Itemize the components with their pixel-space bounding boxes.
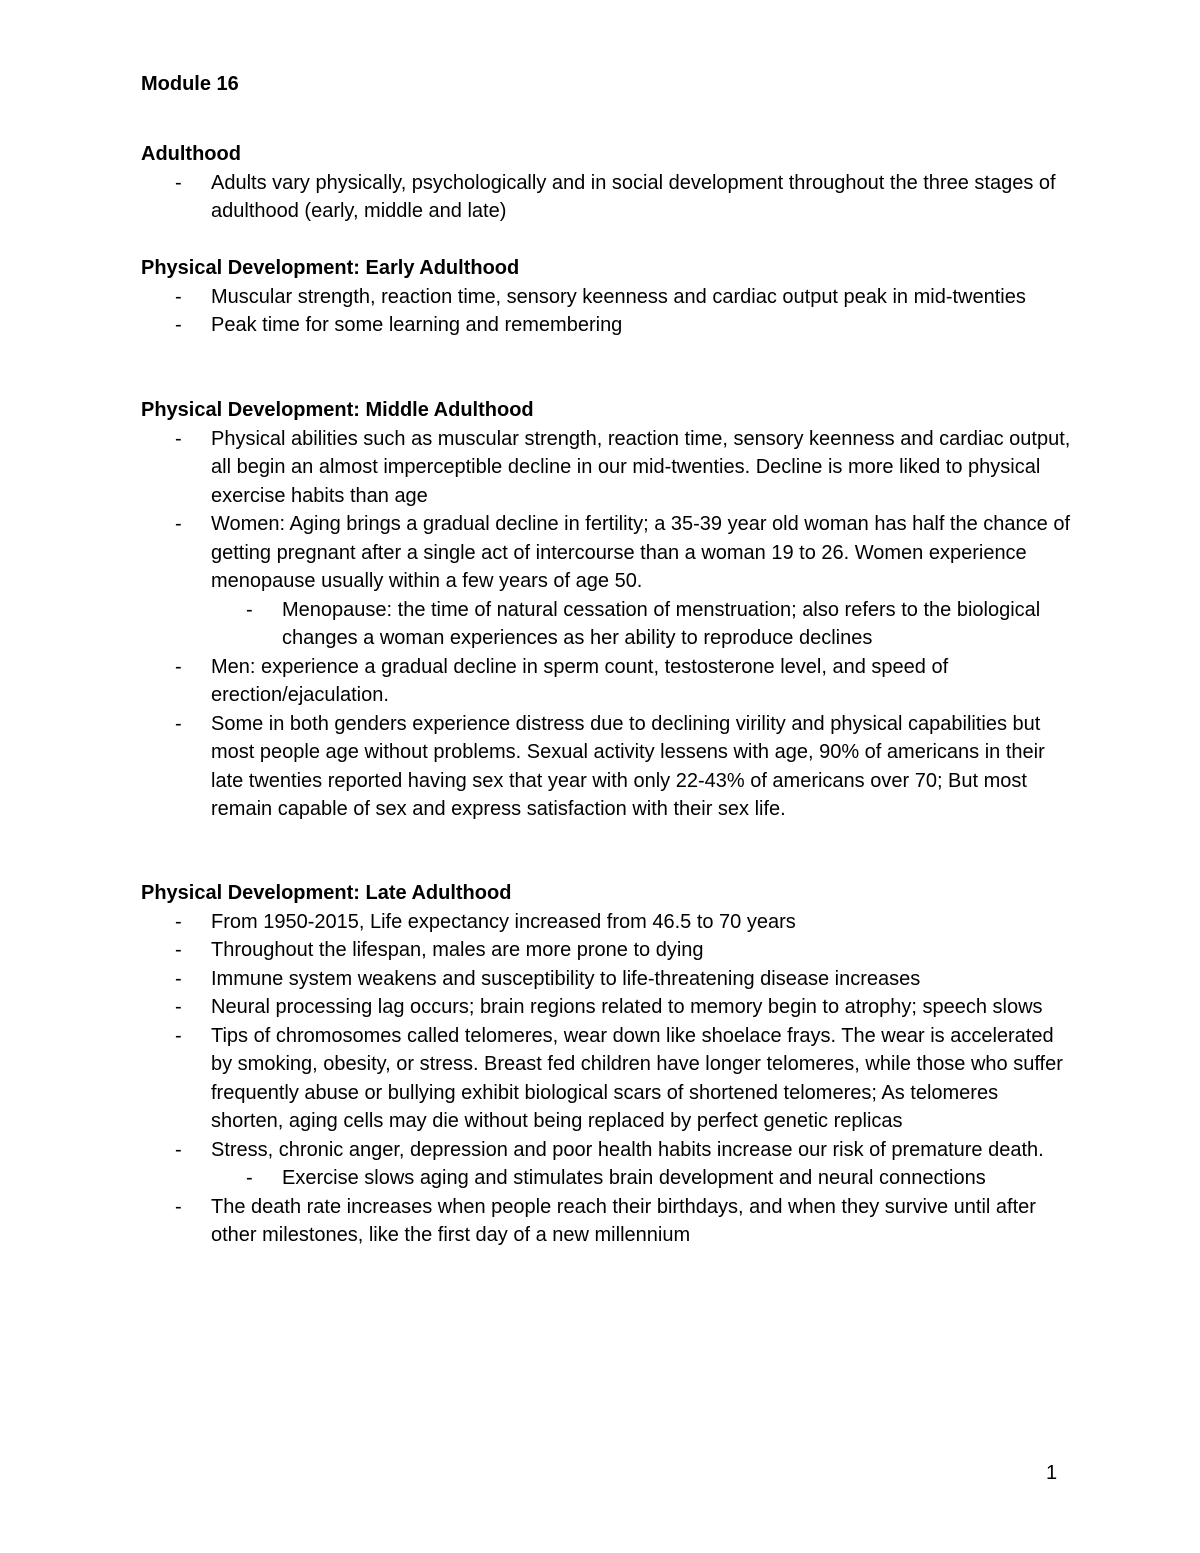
list-item-text: Muscular strength, reaction time, sensory keenness and cardiac output peak in mid-twenties xyxy=(211,285,1026,308)
section-adulthood xyxy=(141,140,1071,226)
list-item xyxy=(141,908,1071,937)
list-item-text: Peak time for some learning and remembering xyxy=(211,314,623,336)
bullet-list xyxy=(141,283,1071,340)
list-item-text: Women: Aging brings a gradual decline in fertility; a 35-39 year old woman has half the chance of getting pregnant after a single act of intercourse than a woman 19 to 26. Women experience menopause usually within a few years of age 50. xyxy=(211,513,1071,592)
list-item xyxy=(141,965,1071,994)
list-item-text: Menopause: the time of natural cessation of menstruation; also refers to the biological changes a woman experiences as her ability to reproduce declines xyxy=(282,598,1041,649)
list-item xyxy=(141,510,1071,596)
bullet-dash: - xyxy=(175,712,182,735)
list-item xyxy=(141,653,1071,710)
list-item-text: From 1950-2015, Life expectancy increased from 46.5 to 70 years xyxy=(211,910,796,933)
section-heading: Adulthood xyxy=(141,143,241,165)
list-item-text: Adults vary physically, psychologically and in social development throughout the three stages of adulthood (early, middle and late) xyxy=(211,171,1056,222)
sub-list-item xyxy=(141,596,1071,653)
section-middle-adulthood xyxy=(141,396,1071,824)
bullet-list xyxy=(141,908,1071,1250)
list-item-text: Some in both genders experience distress due to declining virility and physical capabilities but most people age without problems. Sexual activity lessens with age, 90% of americans in their late twenties reported having sex that year with only 22-43% of americans over 70; But most remain capable of sex and express satisfaction with their sex life. xyxy=(211,712,1045,820)
list-item xyxy=(141,425,1071,511)
list-item xyxy=(141,1022,1071,1136)
list-item xyxy=(141,936,1071,965)
bullet-dash: - xyxy=(175,910,182,933)
list-item xyxy=(141,710,1071,824)
section-heading: Physical Development: Late Adulthood xyxy=(141,882,512,904)
list-item xyxy=(141,993,1071,1022)
section-heading: Physical Development: Middle Adulthood xyxy=(141,399,534,421)
bullet-dash: - xyxy=(175,967,182,990)
list-item xyxy=(141,1193,1071,1250)
bullet-dash: - xyxy=(246,598,253,621)
list-item xyxy=(141,169,1071,226)
bullet-dash: - xyxy=(175,1138,182,1161)
list-item-text: Men: experience a gradual decline in sperm count, testosterone level, and speed of erection/ejaculation. xyxy=(211,655,949,706)
bullet-dash: - xyxy=(175,285,182,308)
section-early-adulthood xyxy=(141,254,1071,340)
list-item xyxy=(141,283,1071,312)
bullet-dash: - xyxy=(246,1167,253,1189)
list-item-text: Throughout the lifespan, males are more prone to dying xyxy=(211,939,704,961)
list-item-text: Stress, chronic anger, depression and poor health habits increase our risk of premature death. xyxy=(211,1138,1044,1161)
bullet-dash: - xyxy=(175,655,182,678)
list-item-text: Immune system weakens and susceptibility to life-threatening disease increases xyxy=(211,967,921,990)
bullet-dash: - xyxy=(175,513,182,535)
page-number: 1 xyxy=(1046,1462,1058,1484)
bullet-dash: - xyxy=(175,939,182,961)
document-title: Module 16 xyxy=(141,73,239,95)
bullet-list xyxy=(141,169,1071,226)
list-item-text: The death rate increases when people reach their birthdays, and when they survive until after other milestones, like the first day of a new millennium xyxy=(211,1195,1036,1246)
list-item-text: Exercise slows aging and stimulates brain development and neural connections xyxy=(282,1167,986,1189)
bullet-dash: - xyxy=(175,1195,182,1218)
list-item-text: Physical abilities such as muscular strength, reaction time, sensory keenness and cardiac output, all begin an almost imperceptible decline in our mid-twenties. Decline is more liked to physical exercise habits than age xyxy=(211,427,1071,507)
list-item-text: Tips of chromosomes called telomeres, wear down like shoelace frays. The wear is accelerated by smoking, obesity, or stress. Breast fed children have longer telomeres, while those who suffer frequently abuse or bullying exhibit biological scars of shortened telomeres; As telomeres shorten, aging cells may die without being replaced by perfect genetic replicas xyxy=(211,1024,1063,1132)
list-item xyxy=(141,311,1071,340)
bullet-dash: - xyxy=(175,1024,182,1047)
section-heading: Physical Development: Early Adulthood xyxy=(141,257,520,279)
list-item-text: Neural processing lag occurs; brain regions related to memory begin to atrophy; speech slows xyxy=(211,996,1043,1018)
bullet-dash: - xyxy=(175,996,182,1018)
bullet-dash: - xyxy=(175,427,182,450)
section-late-adulthood xyxy=(141,879,1071,1250)
bullet-dash: - xyxy=(175,314,182,336)
sub-list-item xyxy=(141,1164,1071,1193)
list-item xyxy=(141,1136,1071,1165)
bullet-list xyxy=(141,425,1071,824)
bullet-dash: - xyxy=(175,171,182,194)
